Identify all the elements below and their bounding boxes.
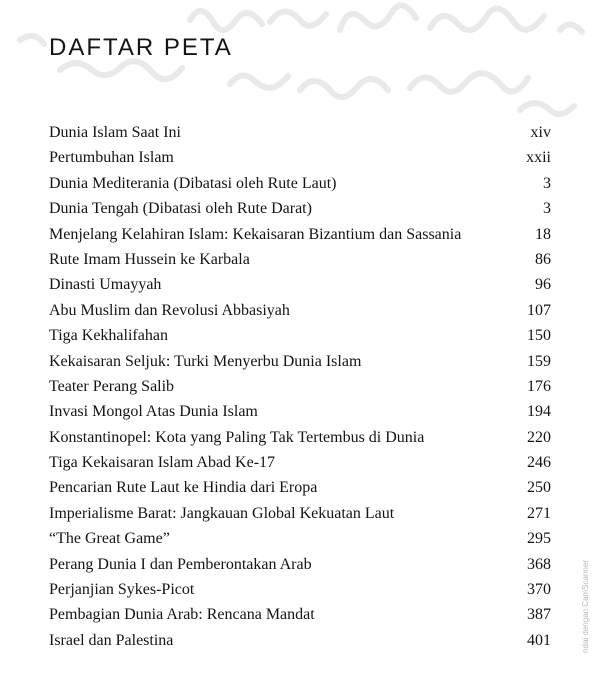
toc-entry-title: Perang Dunia I dan Pemberontakan Arab bbox=[49, 555, 312, 573]
toc-entry bbox=[49, 120, 551, 145]
toc-entry-page: 271 bbox=[527, 504, 551, 522]
toc-entry bbox=[49, 349, 551, 374]
toc-entry bbox=[49, 628, 551, 653]
toc-entry bbox=[49, 298, 551, 323]
toc-entry-page: xxii bbox=[526, 149, 551, 167]
toc-entry-title: Dunia Mediterania (Dibatasi oleh Rute Laut) bbox=[49, 174, 337, 192]
toc-entry-title: Perjanjian Sykes-Picot bbox=[49, 581, 195, 599]
toc-entry bbox=[49, 552, 551, 577]
toc-entry bbox=[49, 526, 551, 551]
toc-entry-title: Pertumbuhan Islam bbox=[49, 149, 174, 167]
toc-entry-title: Teater Perang Salib bbox=[49, 377, 175, 395]
toc-entry-title: Imperialisme Barat: Jangkauan Global Kekuatan Laut bbox=[49, 504, 395, 522]
toc-entry bbox=[49, 501, 551, 526]
toc-entry bbox=[49, 272, 551, 297]
toc-entry-page: 368 bbox=[527, 555, 551, 573]
toc-entry-title: Rute Imam Hussein ke Karbala bbox=[49, 250, 250, 268]
toc-entry-title: Dunia Islam Saat Ini bbox=[49, 124, 181, 141]
toc-entry-page: 159 bbox=[527, 352, 551, 370]
toc-entry bbox=[49, 399, 551, 424]
toc-entry bbox=[49, 577, 551, 602]
toc-entry-title: Konstantinopel: Kota yang Paling Tak Tertembus di Dunia bbox=[49, 428, 425, 446]
toc-entry-title: Dunia Tengah (Dibatasi oleh Rute Darat) bbox=[49, 200, 312, 218]
toc-entry-title: Invasi Mongol Atas Dunia Islam bbox=[49, 403, 258, 421]
toc-entry bbox=[49, 602, 551, 627]
toc-entry bbox=[49, 374, 551, 399]
toc-entry-page: 370 bbox=[527, 581, 551, 599]
toc-entry-title: Kekaisaran Seljuk: Turki Menyerbu Dunia Islam bbox=[49, 352, 362, 370]
toc-entry-page: 96 bbox=[535, 276, 551, 294]
toc-entry bbox=[49, 475, 551, 500]
toc-entry bbox=[49, 196, 551, 221]
toc-entry bbox=[49, 145, 551, 170]
toc-entry bbox=[49, 247, 551, 272]
toc-entry-title: Israel dan Palestina bbox=[49, 631, 174, 649]
toc-entry-page: 401 bbox=[527, 631, 551, 649]
toc-entry-title: “The Great Game” bbox=[49, 530, 170, 548]
toc-entry-page: 86 bbox=[535, 250, 551, 268]
toc-entry bbox=[49, 323, 551, 348]
map-list bbox=[49, 120, 551, 653]
toc-entry-page: 295 bbox=[527, 530, 551, 548]
toc-entry-title: Abu Muslim dan Revolusi Abbasiyah bbox=[49, 301, 290, 319]
toc-entry bbox=[49, 450, 551, 475]
toc-entry-title: Tiga Kekaisaran Islam Abad Ke-17 bbox=[49, 454, 276, 472]
toc-entry bbox=[49, 222, 551, 247]
toc-entry-page: 150 bbox=[527, 327, 551, 345]
toc-entry-title: Menjelang Kelahiran Islam: Kekaisaran Bizantium dan Sassania bbox=[49, 225, 462, 243]
toc-entry-page: 18 bbox=[535, 225, 551, 243]
toc-entry-page: 387 bbox=[527, 606, 551, 624]
toc-entry-page: 246 bbox=[527, 454, 551, 472]
toc-entry-title: Dinasti Umayyah bbox=[49, 276, 162, 294]
toc-entry-title: Pembagian Dunia Arab: Rencana Mandat bbox=[49, 606, 315, 624]
toc-entry-page: 3 bbox=[543, 174, 551, 192]
page-title: DAFTAR PETA bbox=[49, 34, 233, 61]
toc-entry-page: 107 bbox=[527, 301, 551, 319]
toc-entry-title: Pencarian Rute Laut ke Hindia dari Eropa bbox=[49, 479, 318, 497]
toc-entry-page: 250 bbox=[527, 479, 551, 497]
toc-entry bbox=[49, 425, 551, 450]
scanner-watermark: ndai dengan CamScanner bbox=[581, 560, 590, 653]
toc-entry-page: xiv bbox=[530, 124, 551, 141]
toc-entry-page: 3 bbox=[543, 200, 551, 218]
toc-entry bbox=[49, 171, 551, 196]
toc-entry-title: Tiga Kekhalifahan bbox=[49, 327, 168, 345]
toc-entry-page: 194 bbox=[527, 403, 551, 421]
toc-entry-page: 220 bbox=[527, 428, 551, 446]
toc-entry-page: 176 bbox=[527, 377, 551, 395]
